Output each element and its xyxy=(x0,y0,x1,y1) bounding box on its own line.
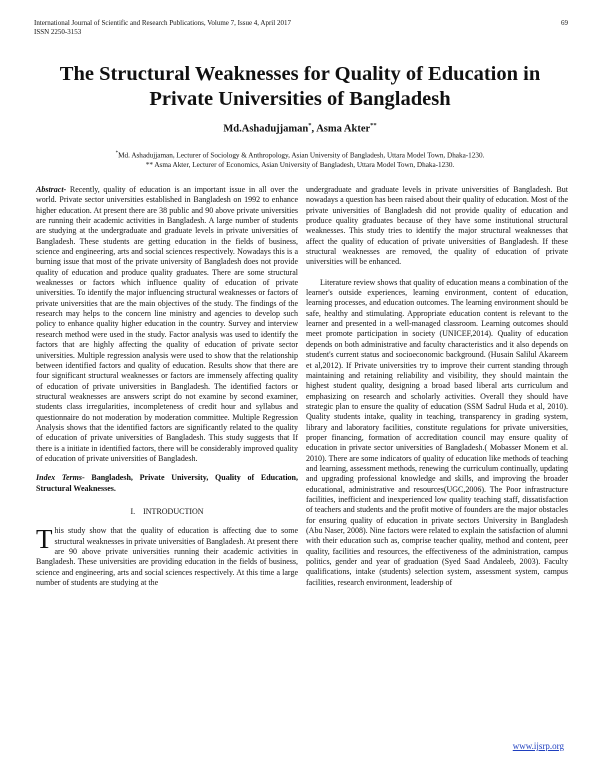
author-1-mark: * xyxy=(308,122,312,129)
author-2: Asma Akter xyxy=(316,123,371,135)
abstract-label: Abstract- xyxy=(36,185,67,194)
author-separator: , xyxy=(311,123,317,135)
affiliation-1-mark: * xyxy=(115,151,119,156)
journal-name: International Journal of Scientific and Research Publications, Volume 7, Issue 4, April 2017 xyxy=(34,19,291,27)
abstract-body: Recently, quality of education is an important issue in all over the world. Private sector universities established in Bangladesh on 1992 to enhance higher education. At present there are 38 public and 90 above private universities are running their academic activities in Bangladesh. A large number of students are studying at the undergraduate and graduate levels in private universities of Bangladesh. These students are getting education in the fields of business, science and engineering, arts and social sciences respectively. Nowadays this is a burning issue that most of the private university of Bangladesh does not provide quality of education and produce quality graduates. There are some structural weaknesses or factors which influence quality of education of private universities. To identify the major influencing structural weaknesses or factors of private universities that are the main objectives of the study. The findings of the research may helps to the concern line ministry and agencies to develop such policy to enhance quality higher education in the country. Survey and interview research method were used in the study. Factor analysis was used to identify the factors that are highly affecting the quality of education of private sector universities. Multiple regression analysis were used to show that the relationship between identified factors and quality of education. Results show that there are four significant structural weaknesses or factors are immensely affecting quality of education of private universities in Bangladesh. The identified factors or structural weaknesses are answers script do not examine by second examiner, students class irregularities, incompleteness of credit hour and syllabus and questionnaire do not moderation by moderation committee. Multiple Regression Analysis shows that the identified factors are significantly related to the quality of education of private universities of Bangladesh. This study suggests that If there is a initiate in identified factors, there will be considerably improved quality of education of private universities of Bangladesh. xyxy=(36,185,298,463)
affiliation-1 xyxy=(40,149,560,160)
index-terms-body: - Bangladesh, Private University, Quality of Education, Structural Weaknesses. xyxy=(36,473,299,493)
affiliations xyxy=(40,149,560,170)
section-title: INTRODUCTION xyxy=(143,506,204,516)
journal-url-link[interactable]: www.ijsrp.org xyxy=(512,741,564,751)
running-header xyxy=(34,19,291,37)
affiliation-1-text: Md. Ashadujjaman, Lecturer of Sociology & Anthropology, Asian University of Bangladesh, Uttara Model Town, Dhaka-1230. xyxy=(118,151,485,160)
page-number: 69 xyxy=(561,19,568,27)
abstract xyxy=(36,185,298,464)
author-1: Md.Ashadujjaman xyxy=(223,123,309,135)
right-paragraph-1: undergraduate and graduate levels in private universities of Bangladesh. But nowadays a question has been raised about their quality of education. Most of the private universities of Bangladesh did not provide quality of education and produce quality graduates because of they have some institutional structural weaknesses. This study tries to identify the major structural weaknesses that affect the quality of education of private universities of Bangladesh. If these structural weaknesses are removed, the quality of education of private universities will be enhanced. xyxy=(306,185,568,267)
left-column xyxy=(36,185,298,588)
section-heading-introduction xyxy=(36,507,298,517)
paper-title xyxy=(40,62,560,112)
title-line-1: The Structural Weaknesses for Quality of Education in xyxy=(59,63,541,85)
author-line xyxy=(0,122,600,135)
intro-paragraph-1 xyxy=(36,526,298,588)
title-line-2: Private Universities of Bangladesh xyxy=(149,88,451,110)
section-number: I. xyxy=(130,506,136,516)
index-terms xyxy=(36,473,298,494)
affiliation-2: ** Asma Akter, Lecturer of Economics, Asian University of Bangladesh, Uttara Model Town, Dhaka-1230. xyxy=(145,161,455,170)
drop-cap: T xyxy=(36,524,53,555)
index-terms-label: Index Terms xyxy=(36,473,82,483)
author-2-mark: ** xyxy=(370,122,377,129)
intro-paragraph-1-text: his study show that the quality of education is affecting due to some structural weaknesses in private universities of Bangladesh. At present there are 90 above private universities running their academic activities in Bangladesh. These universities are providing education in the fields of business, science and engineering, arts and social sciences respectively. At this time a large number of students are studying at the xyxy=(36,526,298,588)
issn: ISSN 2250-3153 xyxy=(34,28,82,36)
literature-review-paragraph: Literature review shows that quality of education means a combination of the learner's outside experiences, learning environment, content of education, learning processes, and education outcomes. The learning environment should be safe, healthy and stimulating. Appropriate education content is relevant to the learner and presented in a well-managed classroom. Learning outcomes should meet promote participation in society (UNICEF,2014). Quality of education depends on both administrative and faculty characteristics and it also depends on student's current status and socioeconomic background. (Husain Salilul Akareem et al,2012). If Private universities try to improve their current standing through maintaining and retaining reliability and visibility, they should maintain the highest student quality, designing a broad based liberal arts curriculum and emphasizing on research and scholarly activities. Overall they should have strategic plan to ensure the quality of education (SSM Sadrul Huda et al, 2010). Quality students intake, quality in teaching, transparency in grading system, library and laboratory facilities, constitute regulations for private universities, proper financing, formation of accreditation council may ensure quality of education in private sector universities of Bangladesh.( Mobasser Monem et al. 2010). There are some indicators of quality of education like methods of teaching and learning, assessment methods, renewing the curriculum continually, updating and upgrading professional knowledge and skills, and improving the broader educational, administrative and resources(UGC,2006). The Poor infrastructure facilities, inefficient and inexperienced low quality teaching staff, dissatisfaction of teachers and students and the profit motive of founders are the major obstacles for ensuring quality of education in private sectors University in Bangladesh (Abu Naser, 2008). Nine factors were related to explain the satisfaction of alumni with their education such as, comprise teacher quality, method and content, peer quality, facilities and resources, the effectiveness of the administration, campus politics, gender and year of graduation (Syed Saad Andaleeb, 2003). Faculty qualifications, intake (students) selection system, assessment system, campus facilities, research environment, leadership of xyxy=(306,277,568,587)
right-column xyxy=(306,185,568,588)
